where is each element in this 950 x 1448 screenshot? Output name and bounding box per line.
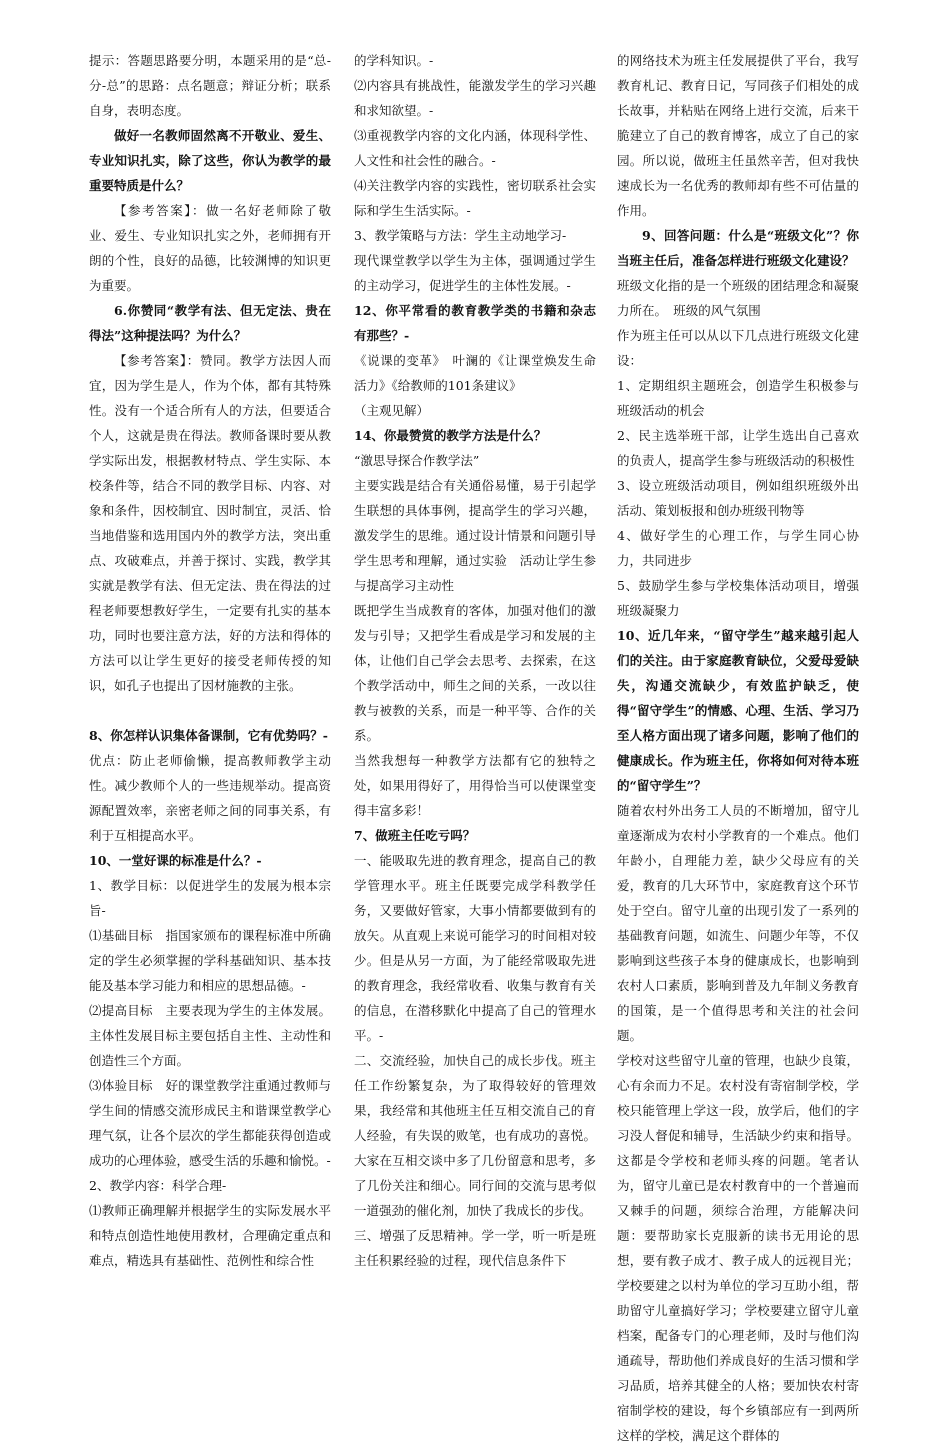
question-heading: 8、你怎样认识集体备课制，它有优势吗？- xyxy=(89,728,328,743)
paragraph: 《说课的变革》 叶澜的《让课堂焕发生命活力》《给教师的101条建议》 xyxy=(354,353,596,393)
paragraph: 二、交流经验，加快自己的成长步伐。班主任工作纷繁复杂，为了取得较好的管理效果，我经常和其他班主任互相交流自己的育人经验，有失误的败笔，也有成功的喜悦。大家在互相交谈中多了几份留意和思考，多了几份关注和细心。同行间的交流与思考似一道强劲的催化剂，加快了我成长的步伐。 xyxy=(354,1053,596,1218)
paragraph: 3、设立班级活动项目，例如组织班级外出活动、策划板报和创办班级刊物等 xyxy=(617,478,859,518)
paragraph: 1、教学目标：以促进学生的发展为根本宗旨- xyxy=(89,878,331,918)
paragraph: ⑴教师正确理解并根据学生的实际发展水平和特点创造性地使用教材，合理确定重点和难点，精选具有基础性、范例性和综合性 xyxy=(89,1203,331,1268)
paragraph: 的学科知识。- xyxy=(354,53,434,68)
paragraph: 优点：防止老师偷懒，提高教师教学主动性。减少教师个人的一些违规举动。提高资源配置效率，亲密老师之间的同事关系，有利于互相提高水平。 xyxy=(89,753,331,843)
paragraph: “激思导探合作教学法” xyxy=(354,453,480,468)
paragraph: ⑶重视教学内容的文化内涵，体现科学性、人文性和社会性的融合。- xyxy=(354,128,596,168)
paragraph: 5、鼓励学生参与学校集体活动项目，增强班级凝聚力 xyxy=(617,578,859,618)
paragraph: 2、民主选举班干部，让学生选出自己喜欢的负责人，提高学生参与班级活动的积极性 xyxy=(617,428,859,468)
paragraph: 4、做好学生的心理工作，与学生同心协力，共同进步 xyxy=(617,528,859,568)
paragraph: 一、能吸取先进的教育理念，提高自己的教学管理水平。班主任既要完成学科教学任务，又要做好管家，大事小情都要做到有的放矢。从直观上来说可能学习的时间相对较少。但是从另一方面，为了能经常吸取先进的教育理念，我经常收看、收集与教育有关的信息，在潜移默化中提高了自己的管理水平。- xyxy=(354,853,596,1043)
paragraph: 提示：答题思路要分明，本题采用的是“总-分-总”的思路：点名题意；辩证分析；联系自身，表明态度。 xyxy=(89,53,331,118)
paragraph: 随着农村外出务工人员的不断增加，留守儿童逐渐成为农村小学教育的一个难点。他们年龄小，自理能力差，缺少父母应有的关爱，教育的几大环节中，家庭教育这个环节处于空白。留守儿童的出现引发了一系列的基础教育问题，如流生、问题少年等，不仅影响到这些孩子本身的健康成长，也影响到农村人口素质，影响到普及九年制义务教育的国策，是一个值得思考和关注的社会问题。 xyxy=(617,803,859,1043)
paragraph: 2、教学内容：科学合理- xyxy=(89,1178,227,1193)
paragraph: ⑵提高目标 主要表现为学生的主体发展。主体性发展目标主要包括自主性、主动性和创造性三个方面。 xyxy=(89,1003,331,1068)
question-heading: 9、回答问题：什么是“班级文化”？你当班主任后，准备怎样进行班级文化建设？ xyxy=(617,228,859,268)
paragraph: 作为班主任可以从以下几点进行班级文化建设： xyxy=(617,328,859,368)
paragraph: 当然我想每一种教学方法都有它的独特之处，如果用得好了，用得恰当可以使课堂变得丰富多彩！ xyxy=(354,753,596,818)
text-column-middle xyxy=(354,48,596,1273)
paragraph: ⑴基础目标 指国家颁布的课程标准中所确定的学生必须掌握的学科基础知识、基本技能及基本学习能力和相应的思想品德。- xyxy=(89,928,331,993)
paragraph: 现代课堂教学以学生为主体，强调通过学生的主动学习，促进学生的主体性发展。- xyxy=(354,253,596,293)
question-heading: 做好一名教师固然离不开敬业、爱生、专业知识扎实，除了这些，你认为教学的最重要特质是什么？ xyxy=(89,128,331,193)
text-column-left xyxy=(89,48,331,1273)
question-heading: 7、做班主任吃亏吗？ xyxy=(354,828,476,843)
paragraph: ⑵内容具有挑战性，能激发学生的学习兴趣和求知欲望。- xyxy=(354,78,596,118)
paragraph: （主观见解） xyxy=(354,403,430,418)
paragraph: 1、定期组织主题班会，创造学生积极参与班级活动的机会 xyxy=(617,378,859,418)
question-heading: 12、你平常看的教育教学类的书籍和杂志有那些？- xyxy=(354,303,596,343)
paragraph: 既把学生当成教育的客体，加强对他们的激发与引导；又把学生看成是学习和发展的主体，让他们自己学会去思考、去探索，在这个教学活动中，师生之间的关系，一改以往教与被教的关系，而是一种平等、合作的关系。 xyxy=(354,603,596,743)
question-heading: 6.你赞同“教学有法、但无定法、贵在得法”这种提法吗？为什么？ xyxy=(89,303,331,343)
question-heading: 14、你最赞赏的教学方法是什么？ xyxy=(354,428,547,443)
paragraph xyxy=(89,698,331,723)
paragraph: 三、增强了反思精神。学一学，听一听是班主任积累经验的过程，现代信息条件下 xyxy=(354,1228,596,1268)
paragraph: 主要实践是结合有关通俗易懂，易于引起学生联想的具体事例，提高学生的学习兴趣，激发学生的思维。通过设计情景和问题引导学生思考和理解，通过实验 活动让学生参与提高学习主动性 xyxy=(354,478,596,593)
paragraph: ⑷关注教学内容的实践性，密切联系社会实际和学生生活实际。- xyxy=(354,178,596,218)
text-column-right xyxy=(617,48,859,1448)
paragraph: 的网络技术为班主任发展提供了平台，我写教育札记、教育日记，写同孩子们相处的成长故事，并粘贴在网络上进行交流，后来干脆建立了自己的教育博客，成立了自己的家园。所以说，做班主任虽然辛苦，但对我快速成长为一名优秀的教师却有些不可估量的作用。 xyxy=(617,53,859,218)
paragraph: 【参考答案】：赞同。教学方法因人而宜，因为学生是人，作为个体，都有其特殊性。没有一个适合所有人的方法，但要适合个人，这就是贵在得法。教师备课时要从教学实际出发，根据教材特点、学生实际、本校条件等，结合不同的教学目标、内容、对象和条件，因校制宜、因时制宜，灵活、恰当地借鉴和选用国内外的教学方法，突出重点、攻破难点，并善于探讨、实践，教学其实就是教学有法、但无定法、贵在得法的过程老师要想教好学生，一定要有扎实的基本功，同时也要注意方法，好的方法和得体的方法可以让学生更好的接受老师传授的知识，如孔子也提出了因材施教的主张。 xyxy=(89,353,331,693)
paragraph: 3、教学策略与方法：学生主动地学习- xyxy=(354,228,567,243)
paragraph: 学校对这些留守儿童的管理，也缺少良策，心有余而力不足。农村没有寄宿制学校，学校只能管理上学这一段，放学后，他们的字习没人督促和辅导，生活缺少约束和指导。这都是令学校和老师头疼的问题。笔者认为，留守儿童已是农村教育中的一个普遍而又棘手的问题，须综合治理，方能解决问题：要帮助家长克服新的读书无用论的思想，要有教子成才、教子成人的远视目光；学校要建之以村为单位的学习互助小组，帮助留守儿童搞好学习；学校要建立留守儿童档案，配备专门的心理老师，及时与他们沟通疏导，帮助他们养成良好的生活习惯和学习品质，培养其健全的人格；要加快农村寄宿制学校的建设，每个乡镇部应有一到两所这样的学校，满足这个群体的 xyxy=(617,1053,859,1443)
question-heading: 10、一堂好课的标准是什么？- xyxy=(89,853,262,868)
paragraph: ⑶体验目标 好的课堂教学注重通过教师与学生间的情感交流形成民主和谐课堂教学心理气氛，让各个层次的学生都能获得创造或成功的心理体验，感受生活的乐趣和愉悦。- xyxy=(89,1078,331,1168)
question-heading: 10、近几年来，“留守学生”越来越引起人们的关注。由于家庭教育缺位，父爱母爱缺失，沟通交流缺少，有效监护缺乏，使得“留守学生”的情感、心理、生活、学习乃至人格方面出现了诸多问题，影响了他们的健康成长。作为班主任，你将如何对待本班的“留守学生”？ xyxy=(617,628,859,793)
paragraph: 【参考答案】：做一名好老师除了敬业、爱生、专业知识扎实之外，老师拥有开朗的个性，良好的品德，比较渊博的知识更为重要。 xyxy=(89,203,331,293)
paragraph: 班级文化指的是一个班级的团结理念和凝聚力所在。 班级的风气氛围 xyxy=(617,278,859,318)
